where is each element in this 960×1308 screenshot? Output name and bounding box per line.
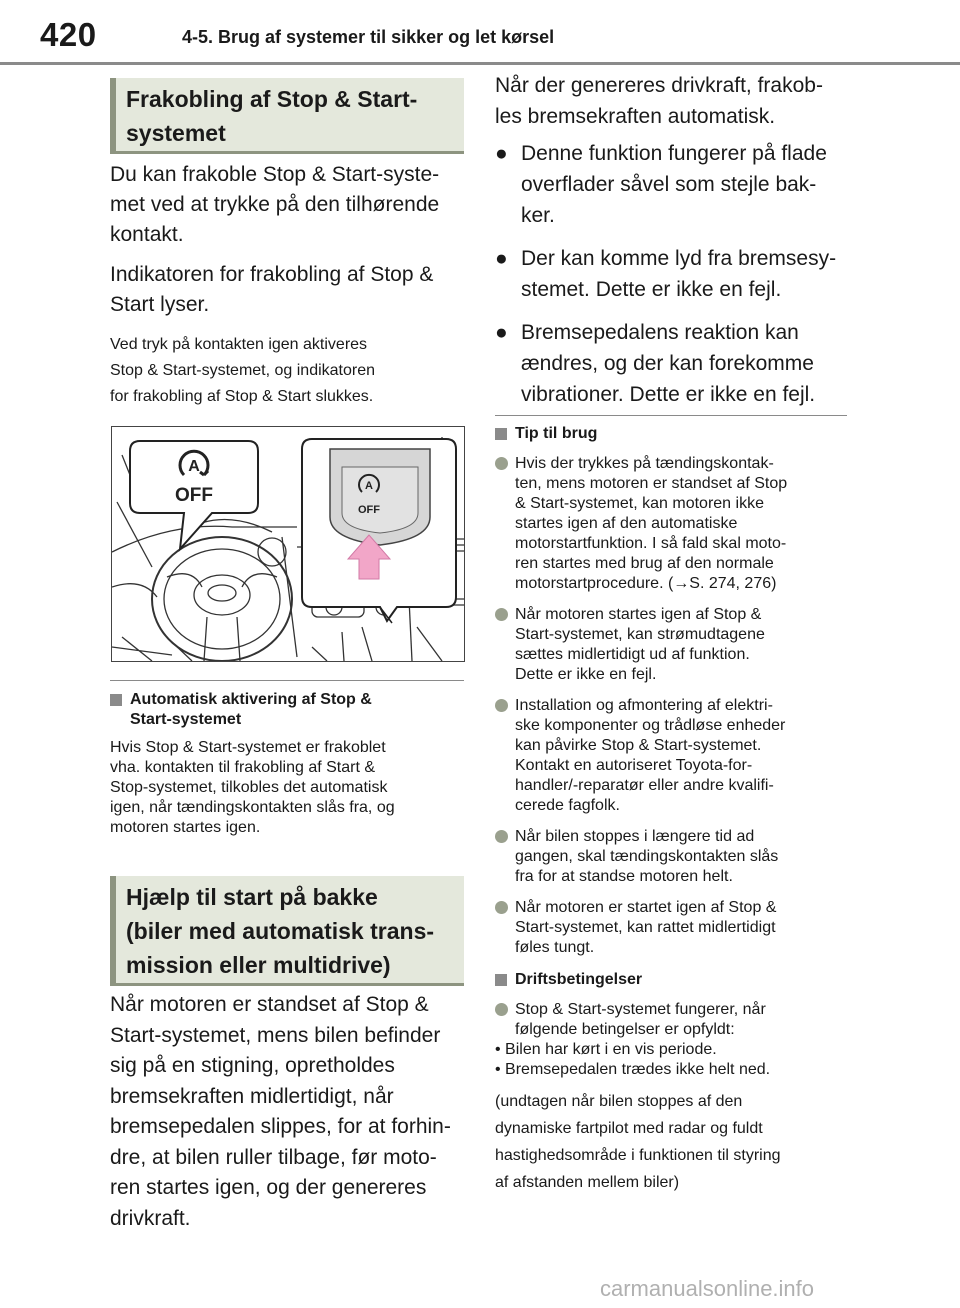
- circle-bullet-icon: [495, 830, 508, 843]
- text-line: dynamiske fartpilot med radar og fuldt: [495, 1120, 763, 1137]
- list-item: [495, 138, 849, 231]
- divider: [495, 415, 847, 416]
- text-line: Kontakt en autoriseret Toyota-for-: [515, 757, 753, 774]
- text-line: motorstartfunktion. I så fald skal moto-: [515, 535, 787, 552]
- text-line: ændres, og der kan forekomme: [521, 352, 814, 375]
- dashboard-drawing: [112, 427, 464, 661]
- subheading-tips: [495, 424, 849, 444]
- intro-text-block: [110, 160, 464, 410]
- chapter-title: 4-5. Brug af systemer til sikker og let kørsel: [182, 27, 555, 47]
- sub-list-item: • Bremsepedalen trædes ikke helt ned.: [495, 1061, 771, 1078]
- text-line: Start-systemet, kan strømudtagene: [515, 626, 765, 643]
- text-line: vibrationer. Dette er ikke en fejl.: [521, 383, 816, 406]
- text-line: igen, når tændingskontakten slås fra, og: [110, 799, 395, 816]
- text-line: Bremsepedalens reaktion kan: [521, 321, 799, 344]
- text-line: Ved tryk på kontakten igen aktiveres: [110, 336, 368, 353]
- text-line: fra for at standse motoren helt.: [515, 868, 733, 885]
- sub-list-item: • Bilen har kørt i en vis periode.: [495, 1041, 717, 1058]
- list-item: [495, 827, 849, 887]
- text-line: kan påvirke Stop & Start-systemet.: [515, 737, 762, 754]
- right-intro: [495, 70, 849, 132]
- text-line: Når motoren er startet igen af Stop &: [515, 899, 777, 916]
- text-line: & Start-systemet, kan motoren ikke: [515, 495, 764, 512]
- circle-bullet-icon: [495, 457, 508, 470]
- text-line: sættes midlertidigt ud af funktion.: [515, 646, 750, 663]
- text-line: met ved at trykke på den tilhørende: [110, 193, 440, 216]
- watermark: carmanualsonline.info: [600, 1276, 815, 1301]
- text-line: Dette er ikke en fejl.: [515, 666, 657, 683]
- text-line: bremsekraften midlertidigt, når: [110, 1084, 394, 1108]
- text-line: gangen, skal tændingskontakten slås: [515, 848, 779, 865]
- header-rule: [0, 62, 960, 65]
- text-line: Denne funktion fungerer på flade: [521, 142, 827, 165]
- subheading-auto-activation: [110, 690, 464, 730]
- text-line: ren startes igen, og der genereres: [110, 1176, 427, 1199]
- square-bullet-icon: [110, 694, 122, 706]
- text-line: Hvis Stop & Start-systemet er frakoblet: [110, 739, 386, 756]
- text-line: vha. kontakten til frakobling af Start &: [110, 759, 376, 776]
- text-line: Indikatoren for frakobling af Stop &: [110, 263, 434, 286]
- text-line: sig på en stigning, opretholdes: [110, 1054, 395, 1077]
- square-bullet-icon: [495, 974, 507, 986]
- text-line: Start lyser.: [110, 293, 210, 316]
- list-item: [495, 317, 849, 410]
- text-line: ker.: [521, 204, 555, 227]
- bullet-list: [495, 138, 849, 422]
- subheading-operating-conditions: [495, 970, 849, 990]
- list-item: [495, 696, 849, 816]
- text-line: motorstartprocedure. (→S. 274, 276): [515, 575, 777, 592]
- section-heading-stop-start-off: [110, 78, 464, 154]
- page-number: 420: [40, 16, 97, 53]
- circle-bullet-icon: [495, 608, 508, 621]
- circle-bullet-icon: [495, 901, 508, 914]
- text-line: Stop & Start-systemet fungerer, når: [515, 1001, 766, 1018]
- text-line: Hvis der trykkes på tændingskontak-: [515, 455, 774, 472]
- section-heading-line: mission eller multidrive): [126, 952, 391, 978]
- text-line: Start-systemet: [130, 711, 242, 728]
- text-line: startes igen af den automatiske: [515, 515, 738, 532]
- text-line: stemet. Dette er ikke en fejl.: [521, 278, 782, 301]
- text-line: for frakobling af Stop & Start slukkes.: [110, 388, 374, 405]
- text-line: les bremsekraften automatisk.: [495, 105, 776, 128]
- section-heading-line: (biler med automatisk trans-: [126, 918, 435, 944]
- section-heading-line: Frakobling af Stop & Start-: [126, 86, 418, 112]
- switch-off-label: OFF: [358, 504, 380, 516]
- text-line: Stop & Start-systemet, og indikatoren: [110, 362, 376, 379]
- text-line: Når bilen stoppes i længere tid ad: [515, 828, 755, 845]
- text-line: følgende betingelser er opfyldt:: [515, 1021, 735, 1038]
- text-line: Der kan komme lyd fra bremsesy-: [521, 247, 837, 270]
- section-heading-hill-start: [110, 876, 464, 986]
- text-line: føles tungt.: [515, 939, 595, 956]
- text-line: Når der genereres drivkraft, frakob-: [495, 74, 823, 97]
- circle-bullet-icon: [495, 699, 508, 712]
- square-bullet-icon: [495, 428, 507, 440]
- text-line: Start-systemet, mens bilen befinder: [110, 1023, 441, 1047]
- text-line: bremsepedalen slippes, for at forhin-: [110, 1115, 451, 1138]
- list-item: [495, 454, 849, 594]
- text-line: Når motoren er standset af Stop &: [110, 993, 429, 1016]
- text-line: af afstanden mellem biler): [495, 1174, 680, 1191]
- dashboard-illustration: [111, 426, 465, 662]
- list-item: [495, 243, 849, 305]
- text-line: overflader såvel som stejle bak-: [521, 173, 817, 196]
- bullet-dot-icon: ●: [495, 247, 508, 270]
- text-line: Du kan frakoble Stop & Start-syste-: [110, 163, 440, 186]
- callout-off-label-large: OFF: [175, 485, 213, 506]
- text-line: ren startes med brug af den normale: [515, 555, 774, 572]
- text-line: dre, at bilen ruller tilbage, før moto-: [110, 1145, 437, 1169]
- divider: [110, 680, 464, 681]
- text-line: handler/-reparatør eller andre kvalifi-: [515, 777, 774, 794]
- list-item: [495, 605, 849, 685]
- page-header: [0, 0, 960, 64]
- text-line: Start-systemet, kan rattet midlertidigt: [515, 919, 776, 936]
- switch-button-letter: A: [365, 480, 373, 492]
- text-line: Når motoren startes igen af Stop &: [515, 606, 762, 623]
- text-line: hastighedsområde i funktionen til styring: [495, 1147, 781, 1164]
- section-heading-line: systemet: [126, 120, 226, 146]
- list-item: [495, 1000, 849, 1040]
- text-line: kontakt.: [110, 223, 184, 246]
- drift-heading: Driftsbetingelser: [515, 971, 643, 988]
- text-line: (undtagen når bilen stoppes af den: [495, 1093, 743, 1110]
- section-heading-line: Hjælp til start på bakke: [126, 884, 378, 910]
- text-line: ske komponenter og trådløse enheder: [515, 717, 786, 734]
- bullet-dot-icon: ●: [495, 321, 508, 344]
- text-line: motoren startes igen.: [110, 819, 261, 836]
- bullet-dot-icon: ●: [495, 142, 508, 165]
- tips-heading: Tip til brug: [515, 425, 598, 442]
- text-line: Installation og afmontering af elektri-: [515, 697, 773, 714]
- callout-button-letter: A: [188, 458, 200, 475]
- list-item: [495, 898, 849, 958]
- tips-block: [495, 424, 849, 1196]
- hill-start-text: [110, 990, 464, 1234]
- auto-activation-block: [110, 690, 464, 838]
- circle-bullet-icon: [495, 1003, 508, 1016]
- text-line: cerede fagfolk.: [515, 797, 620, 814]
- text-line: Automatisk aktivering af Stop &: [130, 691, 372, 708]
- text-line: Stop-systemet, tilkobles det automatisk: [110, 779, 388, 796]
- text-line: drivkraft.: [110, 1206, 191, 1230]
- text-line: ten, mens motoren er standset af Stop: [515, 475, 788, 492]
